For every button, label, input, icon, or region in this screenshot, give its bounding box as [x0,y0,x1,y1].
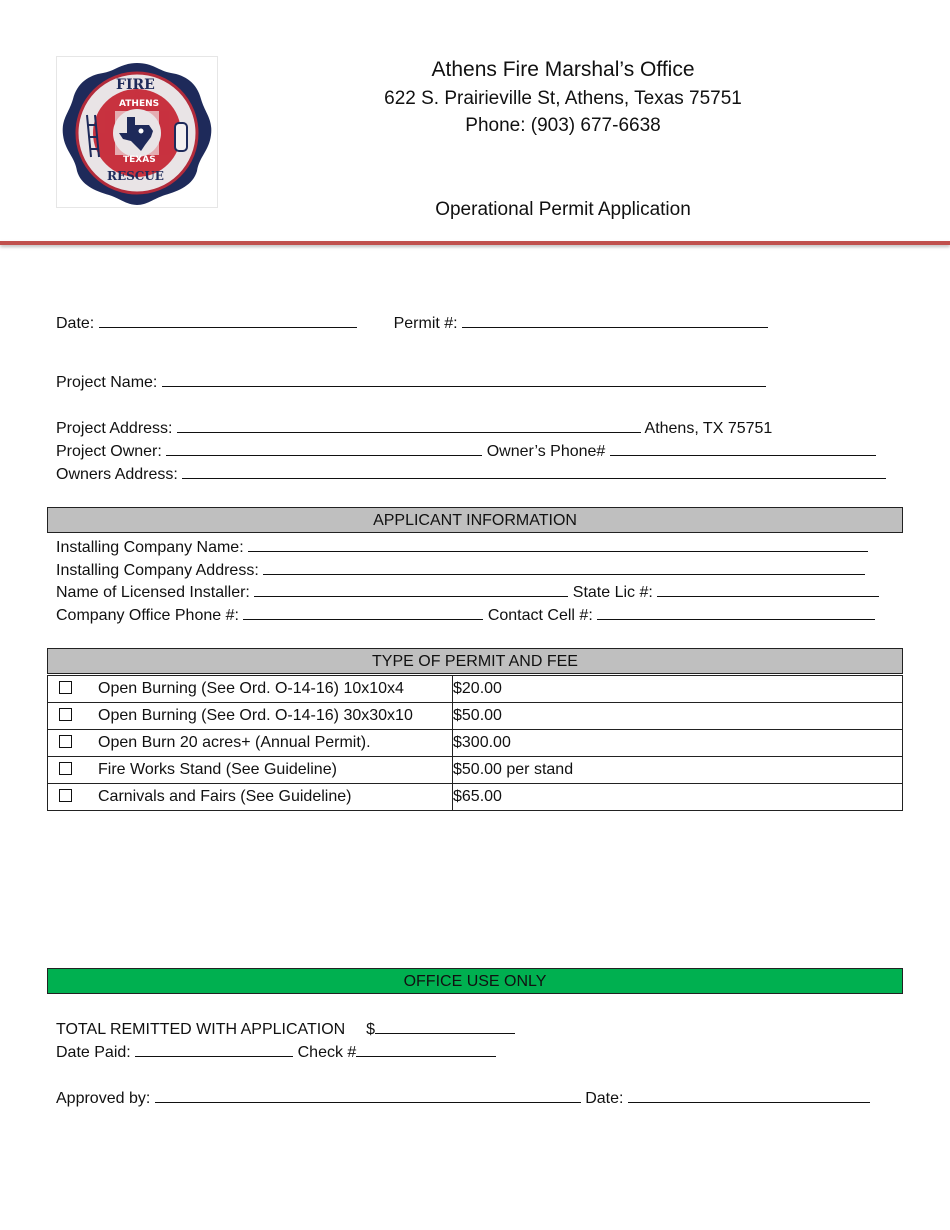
project-name-label: Project Name: [56,374,158,391]
logo-ring-top-text: ATHENS [119,99,160,109]
company-name-input[interactable] [248,537,868,552]
owner-phone-label: Owner’s Phone# [486,443,606,460]
logo-top-text: FIRE [116,77,155,93]
check-label: Check # [297,1044,357,1061]
table-row [48,757,903,784]
project-owner-label: Project Owner: [56,443,162,460]
permit-fee-cell: $50.00 per stand [453,757,903,784]
checkbox[interactable] [59,735,72,748]
date-paid-row [56,1042,496,1062]
project-address-input[interactable] [177,418,641,433]
owners-address-label: Owners Address: [56,466,178,483]
applicant-section-heading: APPLICANT INFORMATION [47,507,903,533]
project-owner-row [56,441,876,461]
permit-type-cell [48,730,453,757]
company-address-input[interactable] [263,560,865,575]
office-address: 622 S. Prairieville St, Athens, Texas 75751 [384,88,742,109]
permit-fee-cell: $20.00 [453,676,903,703]
company-name-label: Installing Company Name: [56,539,244,556]
checkbox[interactable] [59,789,72,802]
project-name-input[interactable] [162,372,766,387]
owner-phone-input[interactable] [610,441,876,456]
checkbox[interactable] [59,762,72,775]
permit-input[interactable] [462,313,768,328]
permit-fee-cell: $300.00 [453,730,903,757]
table-row [48,730,903,757]
project-address-row [56,418,772,438]
form-title: Operational Permit Application [435,199,691,220]
state-lic-label: State Lic #: [572,584,653,601]
approval-date-input[interactable] [628,1088,870,1103]
office-title: Athens Fire Marshal’s Office [431,58,695,81]
project-name-row [56,372,766,392]
checkbox[interactable] [59,708,72,721]
date-paid-input[interactable] [135,1042,293,1057]
project-address-suffix: Athens, TX 75751 [644,420,773,437]
date-paid-label: Date Paid: [56,1044,131,1061]
office-phone-input[interactable] [243,605,483,620]
permit-type-label: Fire Works Stand (See Guideline) [98,761,337,778]
permit-type-label: Open Burning (See Ord. O-14-16) 10x10x4 [98,680,404,697]
permit-type-cell [48,676,453,703]
project-owner-input[interactable] [166,441,482,456]
installer-label: Name of Licensed Installer: [56,584,250,601]
total-remitted-input[interactable] [375,1019,515,1034]
permit-fee-table [47,675,903,811]
permit-type-cell [48,757,453,784]
fire-rescue-logo [56,56,218,208]
permit-type-cell [48,703,453,730]
checkbox[interactable] [59,681,72,694]
company-address-label: Installing Company Address: [56,562,259,579]
permit-section-heading: TYPE OF PERMIT AND FEE [47,648,903,674]
permit-fee-cell: $65.00 [453,784,903,811]
table-row [48,676,903,703]
office-use-heading: OFFICE USE ONLY [47,968,903,994]
total-remitted-label: TOTAL REMITTED WITH APPLICATION [56,1021,346,1038]
logo-ring-bottom-text: TEXAS [123,155,156,165]
state-lic-input[interactable] [657,582,879,597]
date-input[interactable] [99,313,357,328]
company-address-row [56,560,865,580]
permit-type-label: Open Burning (See Ord. O-14-16) 30x30x10 [98,707,413,724]
permit-fee-cell: $50.00 [453,703,903,730]
installer-input[interactable] [254,582,568,597]
logo-bottom-text: RESCUE [107,169,164,183]
office-phone: Phone: (903) 677-6638 [465,115,661,136]
installer-row [56,582,879,602]
approval-date-label: Date: [585,1090,624,1107]
approved-by-label: Approved by: [56,1090,151,1107]
table-row [48,703,903,730]
approved-by-input[interactable] [155,1088,581,1103]
company-name-row [56,537,868,557]
contact-cell-input[interactable] [597,605,875,620]
project-address-label: Project Address: [56,420,173,437]
dollar-sign: $ [366,1021,376,1038]
office-phone-label: Company Office Phone #: [56,607,239,624]
approved-by-row [56,1088,870,1108]
owners-address-row [56,464,886,484]
date-label: Date: [56,315,95,332]
header-divider [0,241,950,245]
permit-label: Permit #: [393,315,458,332]
owners-address-input[interactable] [182,464,886,479]
permit-type-label: Carnivals and Fairs (See Guideline) [98,788,352,805]
permit-type-cell [48,784,453,811]
total-remitted-row [56,1019,515,1039]
table-row [48,784,903,811]
contact-cell-label: Contact Cell #: [487,607,593,624]
check-input[interactable] [356,1042,496,1057]
date-field-row [56,313,768,333]
office-phone-row [56,605,875,625]
permit-type-label: Open Burn 20 acres+ (Annual Permit). [98,734,371,751]
